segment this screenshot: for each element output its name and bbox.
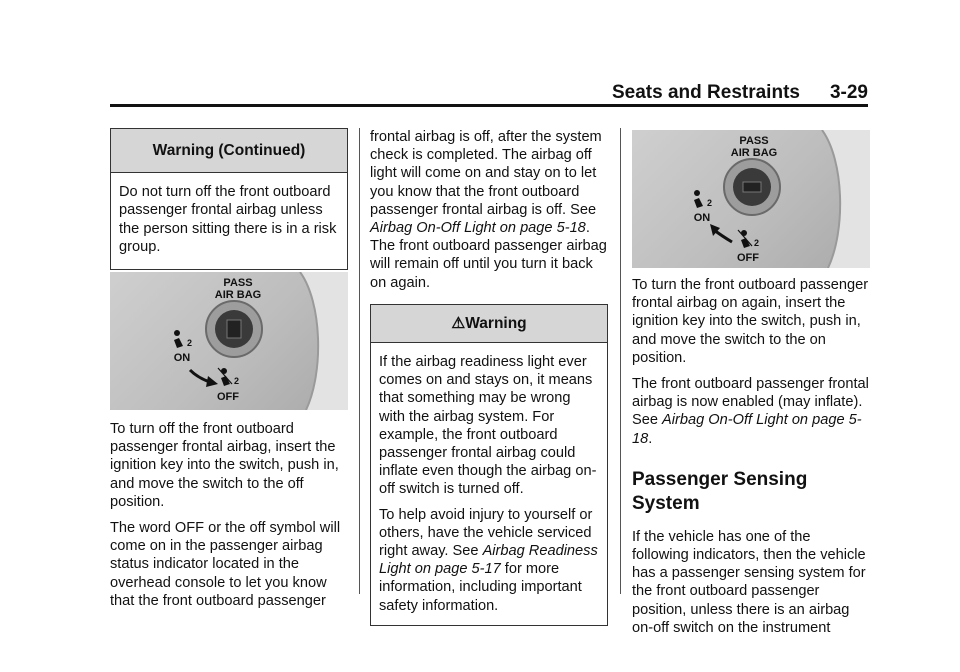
airbag-label: AIR BAG <box>214 289 262 301</box>
seat-number: 2 <box>707 198 713 208</box>
page-number: 3-29 <box>829 82 868 103</box>
turn-on-instructions: To turn the front outboard passenger frontal airbag on again, insert the ignition key into the switch, push in, and move the switch to the on position. <box>632 277 869 366</box>
warning-continued-title: Warning (Continued) <box>111 129 347 173</box>
seat-occupant-icon <box>174 330 183 348</box>
airbag-on-off-light-ref: Airbag On-Off Light on page 5-18 <box>632 412 862 447</box>
column-1-text <box>110 420 348 610</box>
warning-icon: ⚠ <box>451 314 466 332</box>
header-rule <box>110 104 868 107</box>
turn-arrow-icon <box>190 370 210 382</box>
warning-text-1: If the airbag readiness light ever comes on and stays on, it means that something may be wrong with the airbag system. For example, the front outboard passenger frontal airbag could inflate even though the airbag on-off switch is turned off. <box>379 354 597 498</box>
warning-text-2: To help avoid injury to yourself or others, have the vehicle serviced right away. See Airbag Readiness Light on page 5-17 for more information, including important safety information. <box>379 506 598 614</box>
seat-number: 2 <box>187 338 193 348</box>
seat-occupant-icon <box>694 190 703 208</box>
section-title: Seats and Restraints <box>612 82 800 103</box>
column-divider <box>359 128 360 594</box>
column-3 <box>632 276 870 637</box>
airbag-on-off-light-ref: Airbag On-Off Light on page 5-18 <box>370 220 586 237</box>
airbag-switch-on-photo <box>632 130 870 268</box>
airbag-readiness-light-ref: Airbag Readiness Light on page 5-17 <box>379 543 598 578</box>
off-indicator-text: The word OFF or the off symbol will come on in the passenger airbag status indicator located in the overhead console to let you know that the front outboard passenger <box>110 520 341 609</box>
section-heading: Passenger Sensing System <box>632 468 808 514</box>
column-1 <box>110 128 348 270</box>
pass-label: PASS <box>739 135 769 147</box>
column-2 <box>370 128 608 626</box>
turn-arrow-icon <box>714 230 732 242</box>
on-label: ON <box>693 212 711 224</box>
airbag-switch-off-photo <box>110 272 348 410</box>
svg-text:2: 2 <box>234 376 240 386</box>
airbag-off-paragraph: frontal airbag is off, after the system check is completed. The airbag off light will come on and stay on to let you know that the front outboard passenger frontal airbag is off. See Airbag On-Off Light on page 5-18. The front outboard passenger airbag will remain off until you turn it back on again. <box>370 129 607 291</box>
header-title <box>612 82 868 104</box>
enabled-paragraph: The front outboard passenger frontal airbag is now enabled (may inflate). See Airbag On-Off Light on page 5-18. <box>632 376 869 447</box>
seat-occupant-off-icon <box>218 368 232 386</box>
warning-continued-box <box>110 128 348 270</box>
turn-off-instructions: To turn off the front outboard passenger frontal airbag, insert the ignition key into the switch, push in, and move the switch to the off position. <box>110 421 339 510</box>
page-header <box>110 82 868 106</box>
airbag-label: AIR BAG <box>730 147 778 159</box>
warning-box <box>370 304 608 626</box>
svg-text:2: 2 <box>754 238 760 248</box>
off-label: OFF <box>217 391 239 403</box>
pass-label: PASS <box>223 277 253 289</box>
on-label: ON <box>173 352 191 364</box>
passenger-sensing-text: If the vehicle has one of the following indicators, then the vehicle has a passenger sensing system for the front outboard passenger position, unless there is an airbag on-off switch on the instrument <box>632 528 866 636</box>
warning-title: ⚠Warning <box>371 305 607 343</box>
off-label: OFF <box>737 252 759 264</box>
seat-occupant-off-icon <box>738 230 752 248</box>
warning-continued-text: Do not turn off the front outboard passenger frontal airbag unless the person sitting there is in a risk group. <box>119 184 337 255</box>
column-divider <box>620 128 621 594</box>
